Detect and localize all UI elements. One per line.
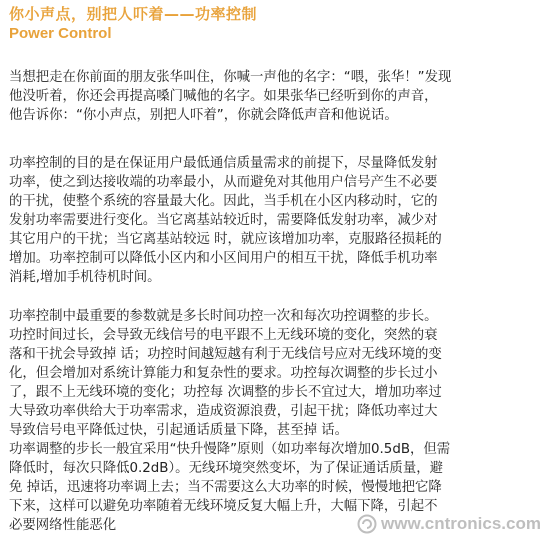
text-line: 大导致功率供给大于功率需求，造成资源浪费，引起干扰；降低功率过大 xyxy=(9,404,438,419)
text-line: 导致信号电平降低过快，引起通话质量下降，甚至掉 话。 xyxy=(9,423,349,438)
paragraph-intro xyxy=(9,68,539,125)
text-line: 的干扰，使整个系统的容量最大化。因此，当手机在小区内移动时，它的 xyxy=(9,194,438,209)
text-line: 增加。功率控制可以降低小区内和小区间用户的相互干扰，降低手机功率 xyxy=(9,251,438,266)
paragraph-parameters xyxy=(9,307,539,440)
text-line: 其它用户的干扰；当它离基站较远 时，就应该增加功率，克服路径损耗的 xyxy=(9,232,442,247)
text-line: 降低时，每次只降低0.2dB）。无线环境突然变坏，为了保证通话质量，避 xyxy=(9,461,443,476)
text-line: 落和干扰会导致掉 话；功控时间越短越有利于无线信号应对无线环境的变 xyxy=(9,347,442,362)
text-line: 功率控制中最重要的参数就是多长时间功控一次和每次功控调整的步长。 xyxy=(9,309,438,324)
text-line: 消耗,增加手机待机时间。 xyxy=(9,270,161,285)
cntronics-logo-icon xyxy=(357,514,377,534)
paragraph-purpose xyxy=(9,154,539,287)
text-line: 功率调整的步长一般宜采用“快升慢降”原则（如功率每次增加0.5dB，但需 xyxy=(9,442,451,457)
text-line: 免 掉话，迅速将功率调上去；当不需要这么大功率的时候，慢慢地把它降 xyxy=(9,480,442,495)
text-line: 他没听着，你还会再提高嗓门喊他的名字。如果张华已经听到你的声音， xyxy=(9,89,438,104)
page-subtitle: Power Control xyxy=(9,25,112,42)
text-line: 化，但会增加对系统计算能力和复杂性的要求。功控每次调整的步长过小 xyxy=(9,366,438,381)
text-line: 当想把走在你前面的朋友张华叫住，你喊一声他的名字：“喂，张华！”发现 xyxy=(9,70,452,85)
text-line: 功控时间过长，会导致无线信号的电平跟不上无线环境的变化，突然的衰 xyxy=(9,328,438,343)
text-line: 必要网络性能恶化 xyxy=(9,518,117,533)
text-line: 他告诉你：“你小声点，别把人吓着”，你就会降低声音和他说话。 xyxy=(9,108,398,123)
watermark xyxy=(357,514,541,534)
watermark-text: www.cntronics.com xyxy=(381,514,541,533)
text-line: 下来，这样可以避免功率随着无线环境反复大幅上升，大幅下降，引起不 xyxy=(9,499,438,514)
page-title: 你小声点，别把人吓着——功率控制 xyxy=(9,5,258,23)
text-line: 功率控制的目的是在保证用户最低通信质量需求的前提下，尽量降低发射 xyxy=(9,156,438,171)
text-line: 了，跟不上无线环境的变化；功控每 次调整的步长不宜过大，增加功率过 xyxy=(9,385,442,400)
text-line: 发射功率需要进行变化。当它离基站较近时，需要降低发射功率，减少对 xyxy=(9,213,438,228)
text-line: 功率，使之到达接收端的功率最小，从而避免对其他用户信号产生不必要 xyxy=(9,175,438,190)
